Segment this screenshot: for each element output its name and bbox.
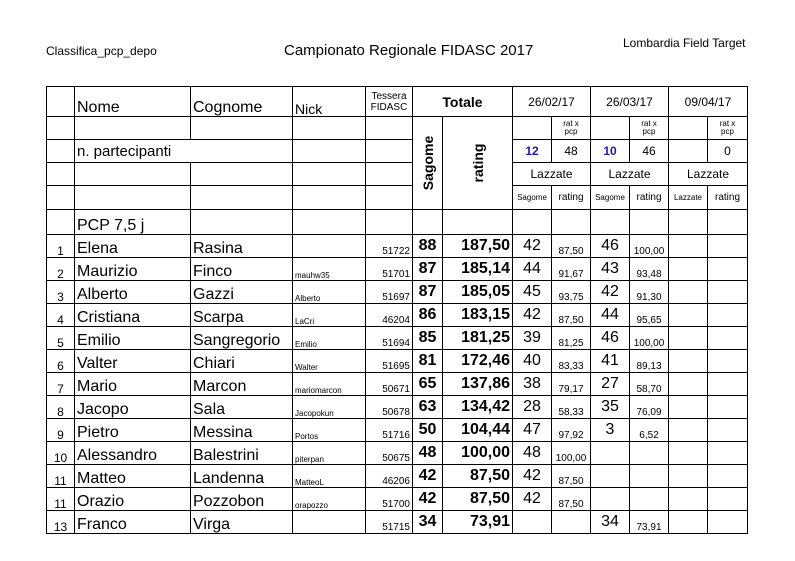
event-2-sagome-cell: 3 <box>591 419 630 442</box>
cognome-header: Cognome <box>191 87 293 117</box>
cognome-cell: Pozzobon <box>191 488 293 511</box>
nick-header: Nick <box>293 87 366 117</box>
rating-header <box>443 117 513 210</box>
event-2-rat-x-pcp: 46 <box>630 140 669 163</box>
table-row <box>47 304 748 327</box>
event-3-sagome-cell <box>669 281 708 304</box>
tessera-cell: 51697 <box>366 281 413 304</box>
event-2-sagome-cell: 46 <box>591 327 630 350</box>
empty-cell <box>293 210 366 235</box>
event-1-sagome-cell: 42 <box>513 488 552 511</box>
empty-cell <box>293 186 366 210</box>
table-row <box>47 396 748 419</box>
event-1-rating-cell: 87,50 <box>552 304 591 327</box>
organization-name: Lombardia Field Target <box>623 36 746 50</box>
nick-cell: piterpan <box>293 442 366 465</box>
event-2-participants: 10 <box>591 140 630 163</box>
tessera-header <box>366 87 413 117</box>
empty-cell <box>669 117 708 140</box>
position-cell: 13 <box>47 511 75 534</box>
empty-cell <box>191 163 293 186</box>
nome-cell: Maurizio <box>75 258 191 281</box>
event-1-rating-cell: 58,33 <box>552 396 591 419</box>
nick-cell: LaCri <box>293 304 366 327</box>
event-2-sagome-cell: 46 <box>591 235 630 258</box>
empty-cell <box>47 210 75 235</box>
total-sagome-cell: 86 <box>413 304 443 327</box>
total-sagome-cell: 81 <box>413 350 443 373</box>
nick-cell: Emilio <box>293 327 366 350</box>
empty-cell <box>513 210 552 235</box>
table-row <box>47 373 748 396</box>
table-row <box>47 235 748 258</box>
empty-cell <box>47 186 75 210</box>
nick-cell: Jacopokun <box>293 396 366 419</box>
empty-cell <box>47 117 75 140</box>
empty-cell <box>47 163 75 186</box>
event-1-rating-cell: 81,25 <box>552 327 591 350</box>
event-3-rating-cell <box>708 350 748 373</box>
rat-x-pcp-row <box>47 117 748 140</box>
tessera-cell: 51701 <box>366 258 413 281</box>
tessera-cell: 50678 <box>366 396 413 419</box>
empty-cell <box>591 117 630 140</box>
event-1-rating-cell: 87,50 <box>552 235 591 258</box>
event-3-sagome-cell <box>669 465 708 488</box>
event-1-rating-cell: 93,75 <box>552 281 591 304</box>
event-3-sagome-sub: Lazzate <box>669 186 708 210</box>
total-sagome-cell: 42 <box>413 465 443 488</box>
nick-cell <box>293 511 366 534</box>
event-2-sagome-cell <box>591 442 630 465</box>
total-rating-cell: 137,86 <box>443 373 513 396</box>
position-cell: 2 <box>47 258 75 281</box>
event-2-rating-cell <box>630 488 669 511</box>
total-rating-cell: 181,25 <box>443 327 513 350</box>
participants-row <box>47 140 748 163</box>
event-1-rating-cell: 87,50 <box>552 465 591 488</box>
empty-cell <box>366 163 413 186</box>
event-3-rating-cell <box>708 327 748 350</box>
nome-cell: Valter <box>75 350 191 373</box>
event-2-sagome-cell: 44 <box>591 304 630 327</box>
pos-header-cell <box>47 87 75 117</box>
tessera-cell: 46204 <box>366 304 413 327</box>
event-3-rating-cell <box>708 442 748 465</box>
event-3-rat-x-pcp: 0 <box>708 140 748 163</box>
empty-cell <box>293 117 366 140</box>
event-2-sagome-cell <box>591 488 630 511</box>
tessera-header-line2: FIDASC <box>370 101 408 113</box>
event-1-rating-cell: 97,92 <box>552 419 591 442</box>
event-1-rating-sub: rating <box>552 186 591 210</box>
total-sagome-cell: 87 <box>413 258 443 281</box>
sagome-header <box>413 117 443 210</box>
category-row <box>47 210 748 235</box>
event-1-sagome-cell: 45 <box>513 281 552 304</box>
empty-cell <box>75 163 191 186</box>
rat-x-pcp-line1: rat x <box>719 119 736 128</box>
empty-cell <box>552 210 591 235</box>
nome-cell: Alberto <box>75 281 191 304</box>
document-filename: Classifica_pcp_depo <box>46 44 157 58</box>
nick-cell: mauhw35 <box>293 258 366 281</box>
sagome-header-label: Sagome <box>419 135 436 191</box>
event-2-rating-cell: 100,00 <box>630 235 669 258</box>
nome-cell: Franco <box>75 511 191 534</box>
total-rating-cell: 134,42 <box>443 396 513 419</box>
cognome-cell: Sangregorio <box>191 327 293 350</box>
nick-cell: Alberto <box>293 281 366 304</box>
empty-cell <box>630 210 669 235</box>
tessera-cell: 46206 <box>366 465 413 488</box>
event-3-sagome-cell <box>669 327 708 350</box>
empty-cell <box>191 186 293 210</box>
event-3-rating-cell <box>708 465 748 488</box>
table-row <box>47 488 748 511</box>
empty-cell <box>75 186 191 210</box>
event-2-sagome-sub: Sagome <box>591 186 630 210</box>
event-2-rating-cell: 58,70 <box>630 373 669 396</box>
position-cell: 7 <box>47 373 75 396</box>
empty-cell <box>293 163 366 186</box>
event-1-rating-cell <box>552 511 591 534</box>
event-2-sagome-cell: 34 <box>591 511 630 534</box>
event-3-sagome-cell <box>669 258 708 281</box>
event-2-rating-cell: 95,65 <box>630 304 669 327</box>
event-3-sagome-cell <box>669 350 708 373</box>
event-3-location: Lazzate <box>669 163 748 186</box>
nome-header: Nome <box>75 87 191 117</box>
event-1-sagome-cell: 42 <box>513 465 552 488</box>
tessera-cell: 51722 <box>366 235 413 258</box>
total-sagome-cell: 88 <box>413 235 443 258</box>
sub-header-row <box>47 186 748 210</box>
event-2-sagome-cell <box>591 465 630 488</box>
table-row <box>47 258 748 281</box>
empty-cell <box>513 117 552 140</box>
event-1-rat-x-pcp: 48 <box>552 140 591 163</box>
event-3-rating-cell <box>708 235 748 258</box>
event-1-sagome-cell: 42 <box>513 235 552 258</box>
event-3-rating-cell <box>708 511 748 534</box>
empty-cell <box>293 140 366 163</box>
rating-header-label: rating <box>469 143 486 183</box>
event-2-rating-cell: 93,48 <box>630 258 669 281</box>
cognome-cell: Balestrini <box>191 442 293 465</box>
event-1-rating-cell: 91,67 <box>552 258 591 281</box>
empty-cell <box>366 140 413 163</box>
event-3-sagome-cell <box>669 419 708 442</box>
cognome-cell: Rasina <box>191 235 293 258</box>
event-1-date: 26/02/17 <box>513 87 591 117</box>
total-sagome-cell: 63 <box>413 396 443 419</box>
event-3-sagome-cell <box>669 442 708 465</box>
total-sagome-cell: 34 <box>413 511 443 534</box>
cognome-cell: Chiari <box>191 350 293 373</box>
position-cell: 8 <box>47 396 75 419</box>
event-2-rating-cell: 91,30 <box>630 281 669 304</box>
rat-x-pcp-line2: pcp <box>642 127 656 136</box>
total-sagome-cell: 42 <box>413 488 443 511</box>
event-1-sagome-cell: 28 <box>513 396 552 419</box>
event-3-sagome-cell <box>669 373 708 396</box>
empty-cell <box>47 140 75 163</box>
event-2-sagome-cell: 43 <box>591 258 630 281</box>
position-cell: 4 <box>47 304 75 327</box>
event-1-sagome-cell <box>513 511 552 534</box>
total-rating-cell: 104,44 <box>443 419 513 442</box>
event-2-sagome-cell: 41 <box>591 350 630 373</box>
event-3-rating-cell <box>708 304 748 327</box>
event-2-rating-cell: 6,52 <box>630 419 669 442</box>
event-1-rating-cell: 87,50 <box>552 488 591 511</box>
nome-cell: Emilio <box>75 327 191 350</box>
nick-cell: orapozzo <box>293 488 366 511</box>
event-2-rating-cell <box>630 465 669 488</box>
event-3-participants <box>669 140 708 163</box>
tessera-cell: 51715 <box>366 511 413 534</box>
total-sagome-cell: 85 <box>413 327 443 350</box>
total-rating-cell: 87,50 <box>443 488 513 511</box>
empty-cell <box>708 210 748 235</box>
rat-x-pcp-line1: rat x <box>563 119 579 128</box>
participants-label: n. partecipanti <box>75 140 293 163</box>
total-sagome-cell: 48 <box>413 442 443 465</box>
nome-cell: Jacopo <box>75 396 191 419</box>
document-title: Campionato Regionale FIDASC 2017 <box>284 42 534 59</box>
table-row <box>47 350 748 373</box>
empty-cell <box>191 210 293 235</box>
event-3-sagome-cell <box>669 304 708 327</box>
cognome-cell: Messina <box>191 419 293 442</box>
empty-cell <box>366 210 413 235</box>
event-3-rating-cell <box>708 258 748 281</box>
cognome-cell: Marcon <box>191 373 293 396</box>
nome-cell: Pietro <box>75 419 191 442</box>
empty-cell <box>591 210 630 235</box>
position-cell: 9 <box>47 419 75 442</box>
event-1-location: Lazzate <box>513 163 591 186</box>
event-2-date: 26/03/17 <box>591 87 669 117</box>
event-2-rat-x-pcp-label <box>630 117 669 140</box>
empty-cell <box>366 117 413 140</box>
total-sagome-cell: 65 <box>413 373 443 396</box>
nick-cell: Portos <box>293 419 366 442</box>
empty-cell <box>443 210 513 235</box>
total-rating-cell: 87,50 <box>443 465 513 488</box>
position-cell: 6 <box>47 350 75 373</box>
nick-cell <box>293 235 366 258</box>
total-rating-cell: 187,50 <box>443 235 513 258</box>
event-1-sagome-cell: 42 <box>513 304 552 327</box>
location-row <box>47 163 748 186</box>
position-cell: 1 <box>47 235 75 258</box>
total-rating-cell: 185,05 <box>443 281 513 304</box>
table-row <box>47 511 748 534</box>
event-2-sagome-cell: 35 <box>591 396 630 419</box>
header-row <box>47 87 748 117</box>
tessera-cell: 50671 <box>366 373 413 396</box>
event-1-rat-x-pcp-label <box>552 117 591 140</box>
tessera-header-line1: Tessera <box>371 90 407 102</box>
event-2-location: Lazzate <box>591 163 669 186</box>
nome-cell: Cristiana <box>75 304 191 327</box>
event-1-sagome-cell: 39 <box>513 327 552 350</box>
event-2-rating-cell: 100,00 <box>630 327 669 350</box>
nome-cell: Matteo <box>75 465 191 488</box>
event-1-rating-cell: 100,00 <box>552 442 591 465</box>
event-2-rating-sub: rating <box>630 186 669 210</box>
event-3-sagome-cell <box>669 511 708 534</box>
event-1-sagome-sub: Sagome <box>513 186 552 210</box>
category-label: PCP 7,5 j <box>75 210 191 235</box>
empty-cell <box>413 210 443 235</box>
empty-cell <box>75 117 191 140</box>
event-2-rating-cell: 73,91 <box>630 511 669 534</box>
empty-cell <box>669 210 708 235</box>
cognome-cell: Virga <box>191 511 293 534</box>
nome-cell: Alessandro <box>75 442 191 465</box>
event-1-sagome-cell: 44 <box>513 258 552 281</box>
total-rating-cell: 172,46 <box>443 350 513 373</box>
event-3-sagome-cell <box>669 235 708 258</box>
total-rating-cell: 185,14 <box>443 258 513 281</box>
event-1-participants: 12 <box>513 140 552 163</box>
total-rating-cell: 73,91 <box>443 511 513 534</box>
tessera-cell: 51716 <box>366 419 413 442</box>
event-1-sagome-cell: 40 <box>513 350 552 373</box>
total-rating-cell: 100,00 <box>443 442 513 465</box>
event-2-sagome-cell: 42 <box>591 281 630 304</box>
empty-cell <box>366 186 413 210</box>
tessera-cell: 50675 <box>366 442 413 465</box>
position-cell: 5 <box>47 327 75 350</box>
event-3-rating-cell <box>708 396 748 419</box>
table-row <box>47 281 748 304</box>
event-3-date: 09/04/17 <box>669 87 748 117</box>
cognome-cell: Gazzi <box>191 281 293 304</box>
event-3-rating-sub: rating <box>708 186 748 210</box>
rat-x-pcp-line1: rat x <box>641 119 657 128</box>
nick-cell: Walter <box>293 350 366 373</box>
standings-table <box>46 86 748 534</box>
nome-cell: Orazio <box>75 488 191 511</box>
total-rating-cell: 183,15 <box>443 304 513 327</box>
position-cell: 11 <box>47 465 75 488</box>
event-3-rat-x-pcp-label <box>708 117 748 140</box>
tessera-cell: 51700 <box>366 488 413 511</box>
nick-cell: MatteoL <box>293 465 366 488</box>
event-3-sagome-cell <box>669 396 708 419</box>
event-1-rating-cell: 79,17 <box>552 373 591 396</box>
cognome-cell: Scarpa <box>191 304 293 327</box>
tessera-cell: 51694 <box>366 327 413 350</box>
event-1-rating-cell: 83,33 <box>552 350 591 373</box>
event-2-rating-cell: 89,13 <box>630 350 669 373</box>
position-cell: 10 <box>47 442 75 465</box>
rat-x-pcp-line2: pcp <box>721 127 734 136</box>
event-3-rating-cell <box>708 373 748 396</box>
cognome-cell: Sala <box>191 396 293 419</box>
nick-cell: mariomarcon <box>293 373 366 396</box>
position-cell: 3 <box>47 281 75 304</box>
tessera-cell: 51695 <box>366 350 413 373</box>
empty-cell <box>191 117 293 140</box>
cognome-cell: Finco <box>191 258 293 281</box>
event-1-sagome-cell: 48 <box>513 442 552 465</box>
nome-cell: Mario <box>75 373 191 396</box>
position-cell: 11 <box>47 488 75 511</box>
table-row <box>47 465 748 488</box>
event-2-rating-cell <box>630 442 669 465</box>
event-1-sagome-cell: 38 <box>513 373 552 396</box>
event-2-sagome-cell: 27 <box>591 373 630 396</box>
event-2-rating-cell: 76,09 <box>630 396 669 419</box>
total-sagome-cell: 50 <box>413 419 443 442</box>
event-3-rating-cell <box>708 419 748 442</box>
totale-header: Totale <box>413 87 513 117</box>
total-sagome-cell: 87 <box>413 281 443 304</box>
event-3-rating-cell <box>708 281 748 304</box>
nome-cell: Elena <box>75 235 191 258</box>
table-row <box>47 327 748 350</box>
rat-x-pcp-line2: pcp <box>564 127 578 136</box>
table-row <box>47 442 748 465</box>
table-row <box>47 419 748 442</box>
event-1-sagome-cell: 47 <box>513 419 552 442</box>
cognome-cell: Landenna <box>191 465 293 488</box>
event-3-sagome-cell <box>669 488 708 511</box>
event-3-rating-cell <box>708 488 748 511</box>
